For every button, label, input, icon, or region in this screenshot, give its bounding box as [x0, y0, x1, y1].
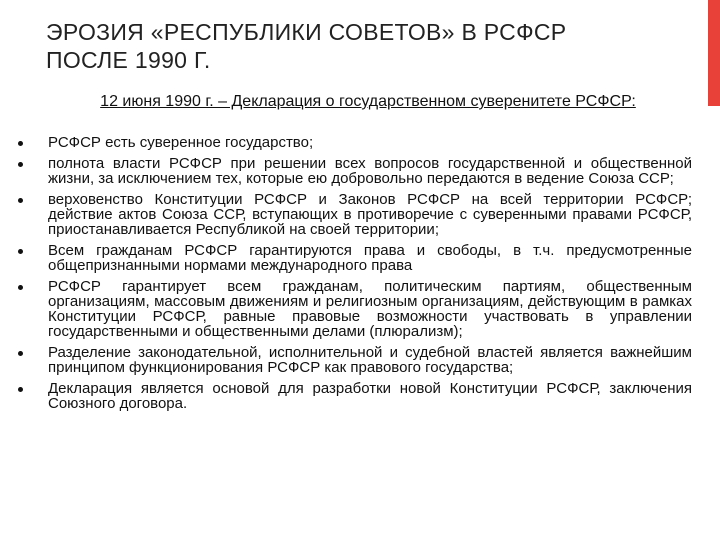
page-title-line-1: ЭРОЗИЯ «РЕСПУБЛИКИ СОВЕТОВ» В РСФСР [46, 19, 567, 45]
list-item-text: верховенство Конституции РСФСР и Законов РСФСР на всей территории РСФСР; действие актов Союза ССР, вступающих в противоречие с суверенными правами РСФСР, приостанавливается Республикой на своей территории; [48, 191, 692, 238]
bullet-icon [18, 198, 23, 203]
bullet-icon [18, 351, 23, 356]
bullet-icon [18, 285, 23, 290]
bullet-icon [18, 387, 23, 392]
list-item-text: Разделение законодательной, исполнительной и судебной властей является важнейшим принципом функционирования РСФСР как правового государства; [48, 344, 692, 376]
list-item-text: Декларация является основой для разработки новой Конституции РСФСР, заключения Союзного договора. [48, 380, 692, 412]
declaration-points-list [0, 135, 720, 417]
list-item [0, 345, 720, 375]
bullet-icon [18, 141, 23, 146]
page-title-line-2: ПОСЛЕ 1990 Г. [46, 47, 211, 73]
list-item [0, 279, 720, 339]
list-item [0, 156, 720, 186]
list-item-text: РСФСР есть суверенное государство; [48, 134, 314, 151]
bullet-icon [18, 249, 23, 254]
page-title [46, 18, 686, 74]
accent-bar [708, 0, 720, 106]
declaration-subtitle: 12 июня 1990 г. – Декларация о государственном суверенитете РСФСР: [100, 93, 636, 110]
list-item [0, 192, 720, 237]
list-item [0, 135, 720, 150]
list-item-text: полнота власти РСФСР при решении всех вопросов государственной и общественной жизни, за исключением тех, которые ею добровольно передаются в ведение Союза ССР; [48, 155, 692, 187]
list-item-text: РСФСР гарантирует всем гражданам, политическим партиям, общественным организациям, массовым движениям и религиозным организациям, действующим в рамках Конституции РСФСР, равные правовые возможности участвовать в управлении государственными и общественными делами (плюрализм); [48, 278, 692, 340]
list-item-text: Всем гражданам РСФСР гарантируются права и свободы, в т.ч. предусмотренные общепризнанными нормами международного права [48, 242, 692, 274]
list-item [0, 243, 720, 273]
bullet-icon [18, 162, 23, 167]
list-item [0, 381, 720, 411]
